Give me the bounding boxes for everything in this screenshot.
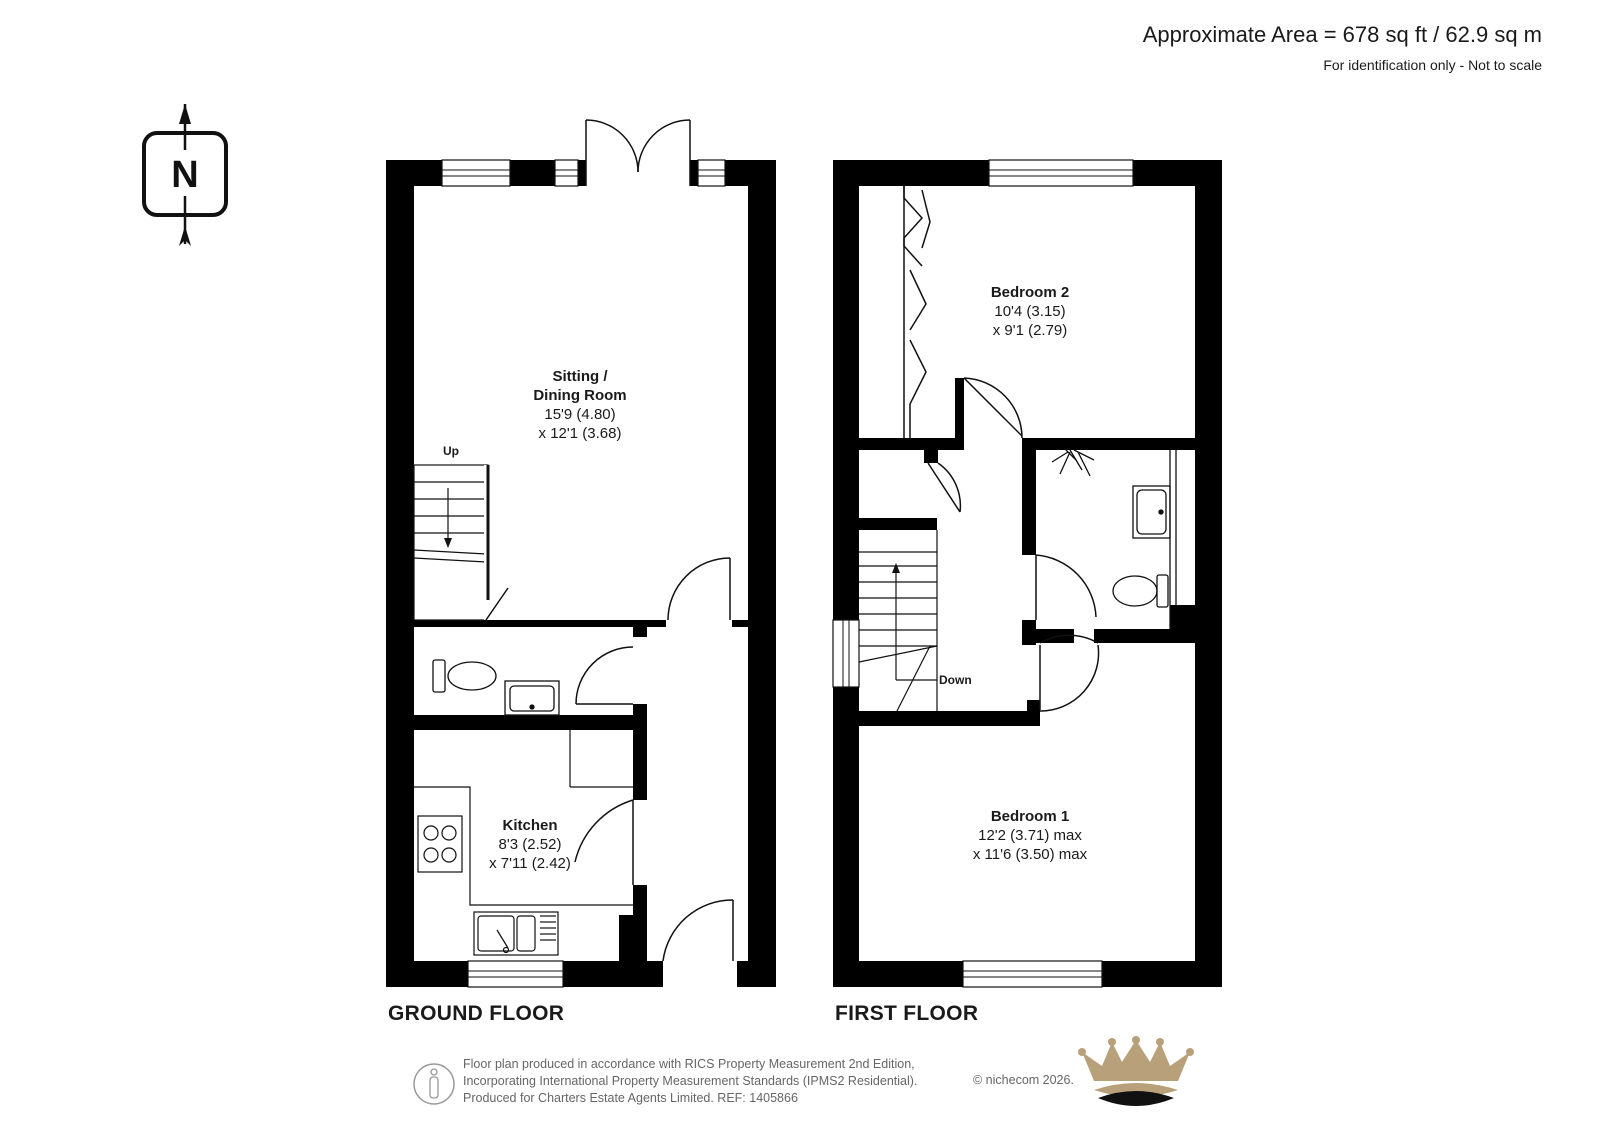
footer-line-1: Floor plan produced in accordance with RICS Property Measurement 2nd Edition, [463,1057,915,1071]
room-name: Bedroom 2 [990,284,1070,301]
footer-disclaimer [463,1056,917,1107]
stairs-down-label: Down [939,673,972,687]
bathroom-fixtures [1052,450,1176,629]
crown-logo [1078,1036,1194,1106]
room-dimension: 10'4 (3.15) [994,303,1066,320]
room-label-sitting-dining [505,367,655,443]
first-floor-label: FIRST FLOOR [835,1002,979,1025]
compass-letter: N [171,154,199,196]
room-dimension: 15'9 (4.80) [544,406,616,423]
copyright-text: © nichecom 2026. [973,1073,1074,1087]
north-compass-icon [144,104,226,246]
room-name-line2: Dining Room [533,387,627,404]
footer-line-3: Produced for Charters Estate Agents Limited. REF: 1405866 [463,1091,798,1105]
room-label-bedroom-1 [940,807,1120,864]
ground-floor-label: GROUND FLOOR [388,1002,565,1025]
room-dimension: 12'2 (3.71) max [978,827,1082,844]
room-dimension: x 7'11 (2.42) [489,855,571,872]
room-dimension: x 12'1 (3.68) [538,425,622,442]
footer-line-2: Incorporating International Property Measurement Standards (IPMS2 Residential). [463,1074,918,1088]
room-dimension: x 9'1 (2.79) [992,322,1068,339]
room-label-kitchen [465,816,595,873]
approximate-area: Approximate Area = 678 sq ft / 62.9 sq m [1142,22,1542,47]
room-dimension: x 11'6 (3.50) max [972,846,1088,863]
person-in-circle-icon [414,1064,454,1104]
room-label-bedroom-2 [960,283,1100,340]
ground-wc-fixtures [433,660,559,715]
room-name: Sitting / [552,368,608,385]
scale-note: For identification only - Not to scale [1323,57,1542,73]
room-name: Bedroom 1 [990,808,1070,825]
room-name: Kitchen [502,817,558,834]
stairs-up-label: Up [443,444,459,458]
room-dimension: 8'3 (2.52) [498,836,562,853]
